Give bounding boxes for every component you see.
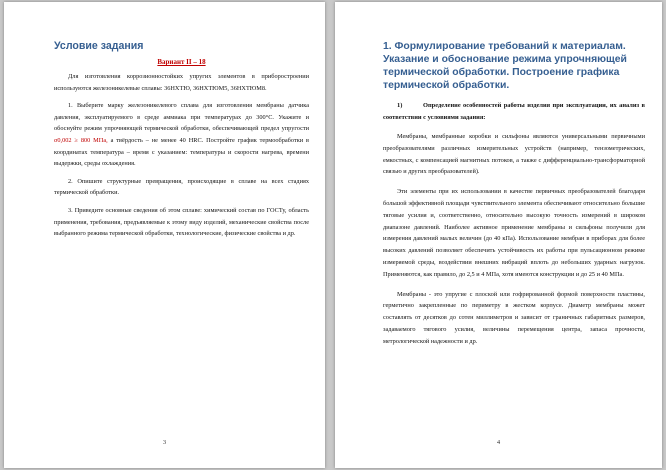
task-title: Условие задания <box>54 40 144 52</box>
elastic-limit-requirement: σ0,002 ≥ 800 МПа, <box>54 136 108 144</box>
page-4-content <box>383 40 645 356</box>
section-heading: 1. Формулирование требований к материалам. Указание и обоснование режима упрочняющей термической обработки. Построение графика термической обработки. <box>383 41 627 91</box>
intro-paragraph: Для изготовления коррозионностойких упругих элементов в приборостроении используются железоникелевые сплавы: 36НХТЮ, 36НХТЮМ5, 36НХТЮМ8. <box>54 73 309 92</box>
subsection-heading <box>383 100 645 123</box>
body-paragraph-2: Эти элементы при их использовании в качестве первичных преобразователей благодаря большой эффективной площади чувствительного элемента обеспечивают относительно большие тяговые усилия и, соответственно, относительно высокую точность измерений в широком диапазоне давлений. Наиболее активное применение мембраны и сильфоны получили для измерения давлений малых величин (до 40 кПа). Использование мембран в приборах для более высоких давлений позволяет обеспечить устойчивость их работы при пульсационном режиме измеряемой среды, воздействии внешних вибраций вплоть до небольших ударных нагрузок. Применяются, как правило, до 2,5 и 4 МПа, хотя имеются конструкции и до 25 и 40 МПа. <box>383 188 645 278</box>
task-2-paragraph: 2. Опишите структурные превращения, происходящие в сплаве на всех стадиях термической обработки. <box>54 177 309 197</box>
body-paragraph-3: Мембраны - это упругие с плоской или гофрированной формой поверхности пластины, герметично закрепленные по периметру в жестком корпусе. Диаметр мембраны может составлять от десятков до сотен миллиметров и зависит от граничных габаритных размеров, задаваемого тягового усилия, величины перемещения центра, запаса прочности, метрологической надежности и др. <box>383 290 645 345</box>
task-1-text: 1. Выберите марку железоникелевого сплава для изготовления мембраны датчика давления, эксплуатируемого в среде аммиака при температурах до 300°С. Укажите и обоснуйте режим упрочняющей термической обработки, обеспечивающей предел упругости <box>54 102 309 133</box>
task-1-tail: а твёрдость – не менее 40 HRC. Постройте график термообработки в координатах температура – время с указанием: температуры и скорости нагрева, времени выдержки, среды охлаждения. <box>54 136 310 168</box>
page-number: 3 <box>162 439 167 446</box>
subsection-number: 1) <box>397 102 403 109</box>
task-1-paragraph <box>54 100 309 170</box>
page-3-content <box>54 40 309 246</box>
body-paragraph-1: Мембраны, мембранные коробки и сильфоны являются универсальными первичными преобразователями различных измерительных устройств (например, тензометрических, емкостных, с компенсацией магнитных потоков, а также с дифференциально-трансформаторной связью и других преобразователей). <box>383 133 645 176</box>
page-number: 4 <box>496 439 501 446</box>
variant-label: Вариант II – 18 <box>157 58 206 66</box>
page-3 <box>4 2 325 468</box>
page-4 <box>335 2 662 468</box>
task-3-paragraph: 3. Приведите основные сведения об этом сплаве: химический состав по ГОСТу, область применения, требования, предъявляемые к этому виду изделий, механические свойства после выбранного режима термической обработки, технологические, физические свойства и др. <box>54 206 309 238</box>
subsection-title: Определение особенностей работы изделия при эксплуатации, их анализ в соответствии с условиями задания: <box>383 102 645 121</box>
